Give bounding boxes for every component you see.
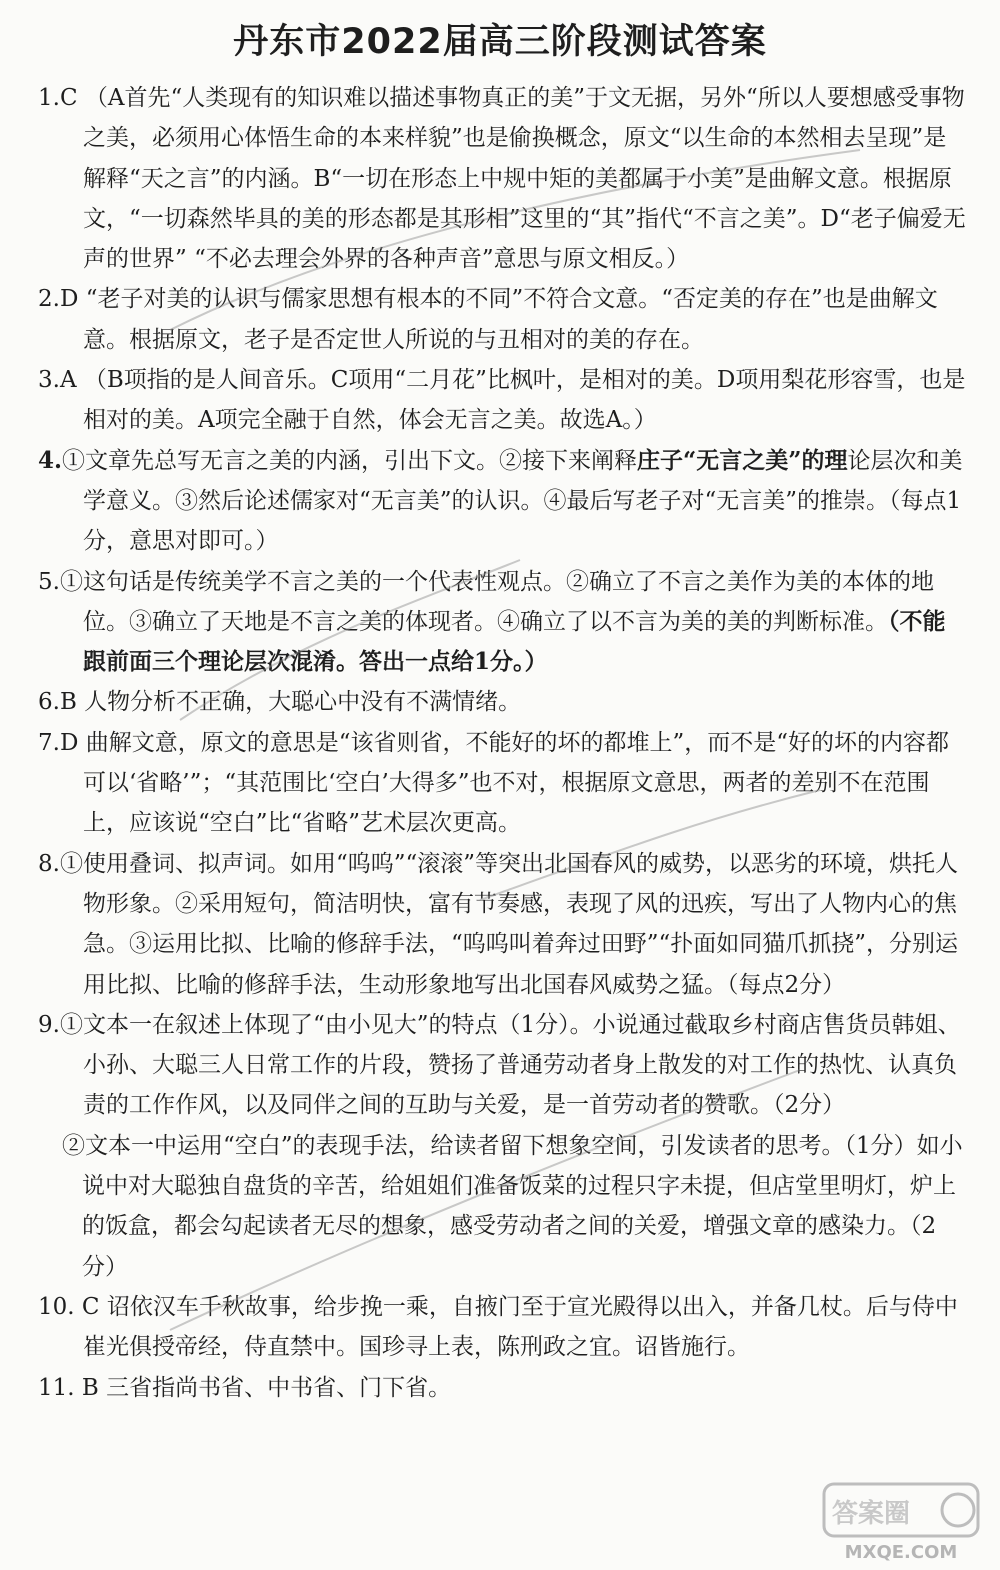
answer-item-8 [38,844,968,1005]
page-title: 丹东市2022届高三阶段测试答案 [233,22,767,62]
answer-item-7 [38,723,968,844]
answer-item-11 [38,1368,968,1408]
answer-number: 11. B [38,1374,107,1401]
answer-text: （B项指的是人间音乐。C项用“二月花”比枫叶，是相对的美。D项用梨花形容雪，也是相对的美。A项完全融于自然，体会无言之美。故选A。） [83,367,966,434]
answer-number: 2.D [38,286,86,313]
answer-number: 5. [38,568,60,595]
answer-text: ②文本一中运用“空白”的表现手法，给读者留下想象空间，引发读者的思考。（1分）如小说中对大聪独自盘货的辛苦，给姐姐们准备饭菜的过程只字未提，但店堂里明灯，炉上的饭盒，都会勾起读者无尽的想象，感受劳动者之间的关爱，增强文章的感染力。（2分） [62,1132,963,1280]
answer-item-10 [38,1287,968,1368]
logo-icon [816,1478,986,1564]
answer-text: （A首先“人类现有的知识难以描述事物真正的美”于文无据，另外“所以人要想感受事物之美，必须用心体悟生命的本来样貌”也是偷换概念，原文“以生命的本然相去呈现”是解释“天之言”的内涵。B“一切在形态上中规中矩的美都属于小美”是曲解文意。根据原文，“一切森然毕具的美的形态都是其形相”这里的“其”指代“不言之美”。D“老子偏爱无声的世界” “不必去理会外界的各种声音”意思与原文相反。） [83,85,966,273]
answer-number: 1.C [38,85,85,111]
answer-text: 人物分析不正确，大聪心中没有不满情绪。 [84,689,522,716]
answer-text: 论层次和美学意义。③然后论述儒家对“无言美”的认识。④最后写老子对“无言美”的推崇。（每点1分，意思对即可。） [83,447,963,555]
answer-item-9 [38,1005,968,1126]
answer-item-1 [38,78,968,279]
answer-scoring-note: （不能跟前面三个理论层次混淆。答出一点给1分。） [83,607,946,676]
answer-number: 6.B [38,689,85,716]
logo-mark-text: 答案圈 [831,1499,911,1529]
answer-item-5 [38,562,968,683]
answer-number: 7.D [38,729,86,756]
answer-number: 3.A [38,367,84,394]
answer-item-4 [38,441,968,562]
answer-list [38,78,968,1408]
answer-item-3 [38,360,968,441]
answer-text: “老子对美的认识与儒家思想有根本的不同”不符合文意。“否定美的存在”也是曲解文意。根据原文，老子是否定世人所说的与丑相对的美的存在。 [83,286,938,353]
logo-url-text: MXQE.COM [844,1542,958,1563]
site-logo [816,1478,986,1564]
answer-text: ①这句话是传统美学不言之美的一个代表性观点。②确立了不言之美作为美的本体的地位。③确立了天地是不言之美的体现者。④确立了以不言为美的美的判断标准。 [59,568,934,635]
answer-text: ①文本一在叙述上体现了“由小见大”的特点（1分）。小说通过截取乡村商店售货员韩姐、小孙、大聪三人日常工作的片段，赞扬了普通劳动者身上散发的对工作的热忱、认真负责的工作作风，以及同伴之间的互助与关爱，是一首劳动者的赞歌。（2分） [59,1011,961,1119]
answer-text-bold: 庄子“无言之美”的理 [637,446,848,474]
answer-item-9-part-2 [38,1126,968,1287]
answer-text: 诏依汉车千秋故事，给步挽一乘，自掖门至于宣光殿得以出入，并备几杖。后与侍中崔光俱授帝经，侍直禁中。国珍寻上表，陈刑政之宜。诏皆施行。 [83,1293,958,1361]
answer-number: 9. [38,1011,60,1038]
answer-text: 三省指尚书省、中书省、门下省。 [106,1374,452,1401]
answer-number: 8. [38,850,60,877]
answer-text: 曲解文意，原文的意思是“该省则省，不能好的坏的都堆上”，而不是“好的坏的内容都可以‘省略’”；“其范围比‘空白’大得多”也不对，根据原文意思，两者的差别不在范围上，应该说“空白”比“省略”艺术层次更高。 [83,729,949,837]
answer-number: 4. [38,446,63,474]
answer-number: 10. C [38,1293,107,1320]
answer-text: ①使用叠词、拟声词。如用“呜呜”“滚滚”等突出北国春风的威势，以恶劣的环境，烘托人物形象。②采用短句，简洁明快，富有节奏感，表现了风的迅疾，写出了人物内心的焦急。③运用比拟、比喻的修辞手法，“呜呜叫着奔过田野”“扑面如同猫爪抓挠”，分别运用比拟、比喻的修辞手法，生动形象地写出北国春风威势之猛。（每点2分） [59,850,959,998]
answer-text: ①文章先总写无言之美的内涵，引出下文。②接下来阐释 [62,447,638,474]
answer-item-2 [38,279,968,360]
answer-item-6 [38,682,968,722]
